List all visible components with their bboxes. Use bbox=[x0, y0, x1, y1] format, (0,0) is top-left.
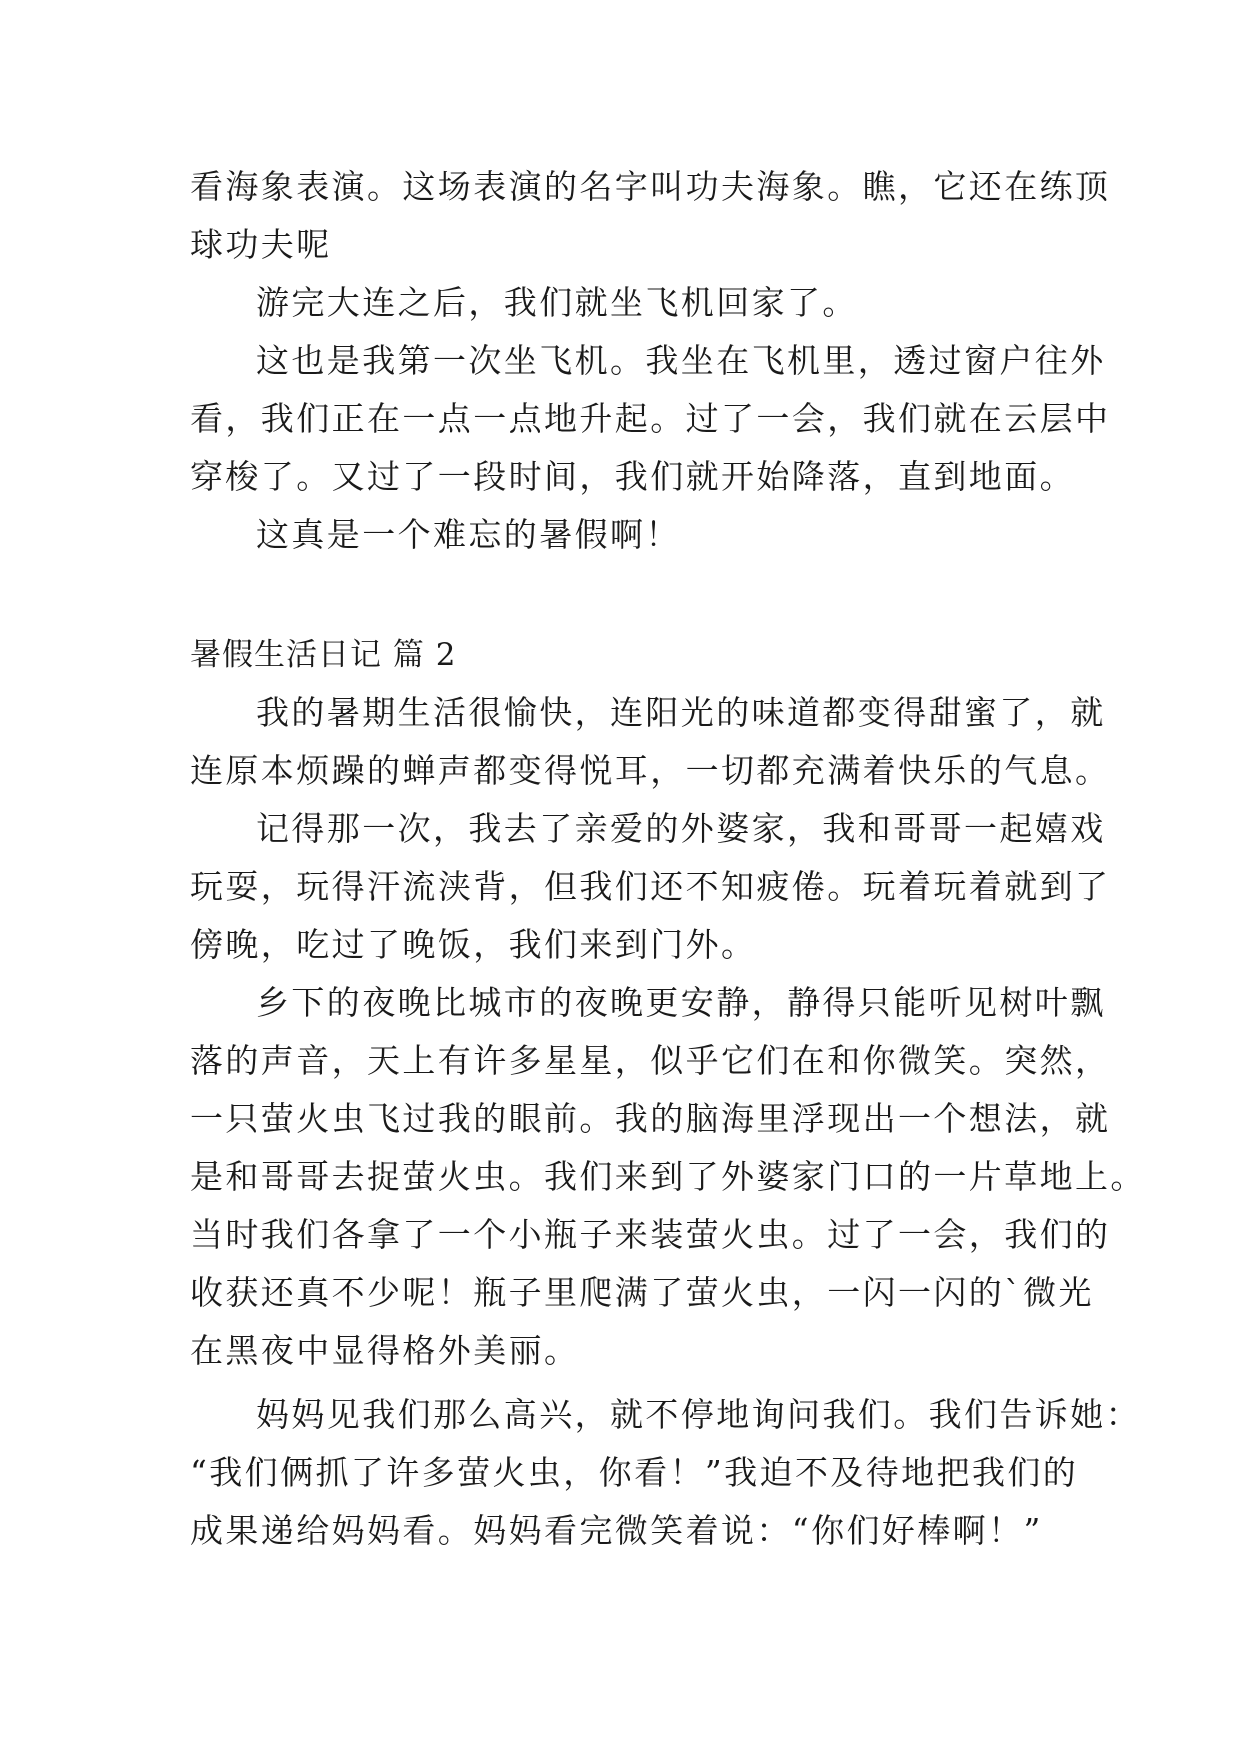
section-title: 暑假生活日记 篇 2 bbox=[190, 637, 457, 673]
text-line: 连原本烦躁的蝉声都变得悦耳，一切都充满着快乐的气息。 bbox=[190, 751, 1111, 790]
text-line: 这也是我第一次坐飞机。我坐在飞机里，透过窗户往外 bbox=[256, 341, 1106, 380]
text-line: 球功夫呢 bbox=[190, 225, 332, 264]
paragraph-mom bbox=[190, 1386, 1141, 1560]
text-line: 乡下的夜晚比城市的夜晚更安静，静得只能听见树叶飘 bbox=[256, 983, 1106, 1022]
text-line: 妈妈见我们那么高兴，就不停地询问我们。我们告诉她： bbox=[256, 1395, 1141, 1434]
paragraph-walrus-show bbox=[190, 158, 1111, 274]
text-line: 穿梭了。又过了一段时间，我们就开始降落，直到地面。 bbox=[190, 457, 1075, 496]
text-line: 是和哥哥去捉萤火虫。我们来到了外婆家门口的一片草地上。 bbox=[190, 1157, 1146, 1196]
paragraph-fireflies bbox=[190, 974, 1146, 1380]
paragraph-after-dalian: 游完大连之后，我们就坐飞机回家了。 bbox=[256, 283, 858, 322]
text-line: 落的声音，天上有许多星星，似乎它们在和你微笑。突然， bbox=[190, 1041, 1111, 1080]
text-line: 在黑夜中显得格外美丽。 bbox=[190, 1331, 580, 1370]
paragraph-first-flight bbox=[190, 332, 1111, 506]
paragraph-grandma-house bbox=[190, 800, 1111, 974]
text-line: 看海象表演。这场表演的名字叫功夫海象。瞧，它还在练顶 bbox=[190, 167, 1111, 206]
paragraph-unforgettable: 这真是一个难忘的暑假啊！ bbox=[256, 515, 681, 554]
text-line: 我的暑期生活很愉快，连阳光的味道都变得甜蜜了，就 bbox=[256, 693, 1106, 732]
paragraph-summer-life bbox=[190, 684, 1111, 800]
text-line: 看，我们正在一点一点地升起。过了一会，我们就在云层中 bbox=[190, 399, 1111, 438]
text-line: 收获还真不少呢！瓶子里爬满了萤火虫，一闪一闪的`微光 bbox=[190, 1273, 1094, 1312]
text-line: 成果递给妈妈看。妈妈看完微笑着说：“你们好棒啊！” bbox=[190, 1511, 1043, 1550]
text-line: 记得那一次，我去了亲爱的外婆家，我和哥哥一起嬉戏 bbox=[256, 809, 1106, 848]
text-line: 傍晚，吃过了晚饭，我们来到门外。 bbox=[190, 925, 757, 964]
document-page bbox=[190, 158, 1146, 1560]
text-line: 一只萤火虫飞过我的眼前。我的脑海里浮现出一个想法，就 bbox=[190, 1099, 1111, 1138]
text-line: 玩耍，玩得汗流浃背，但我们还不知疲倦。玩着玩着就到了 bbox=[190, 867, 1111, 906]
text-line: 当时我们各拿了一个小瓶子来装萤火虫。过了一会，我们的 bbox=[190, 1215, 1111, 1254]
text-line: “我们俩抓了许多萤火虫，你看！”我迫不及待地把我们的 bbox=[190, 1453, 1079, 1492]
